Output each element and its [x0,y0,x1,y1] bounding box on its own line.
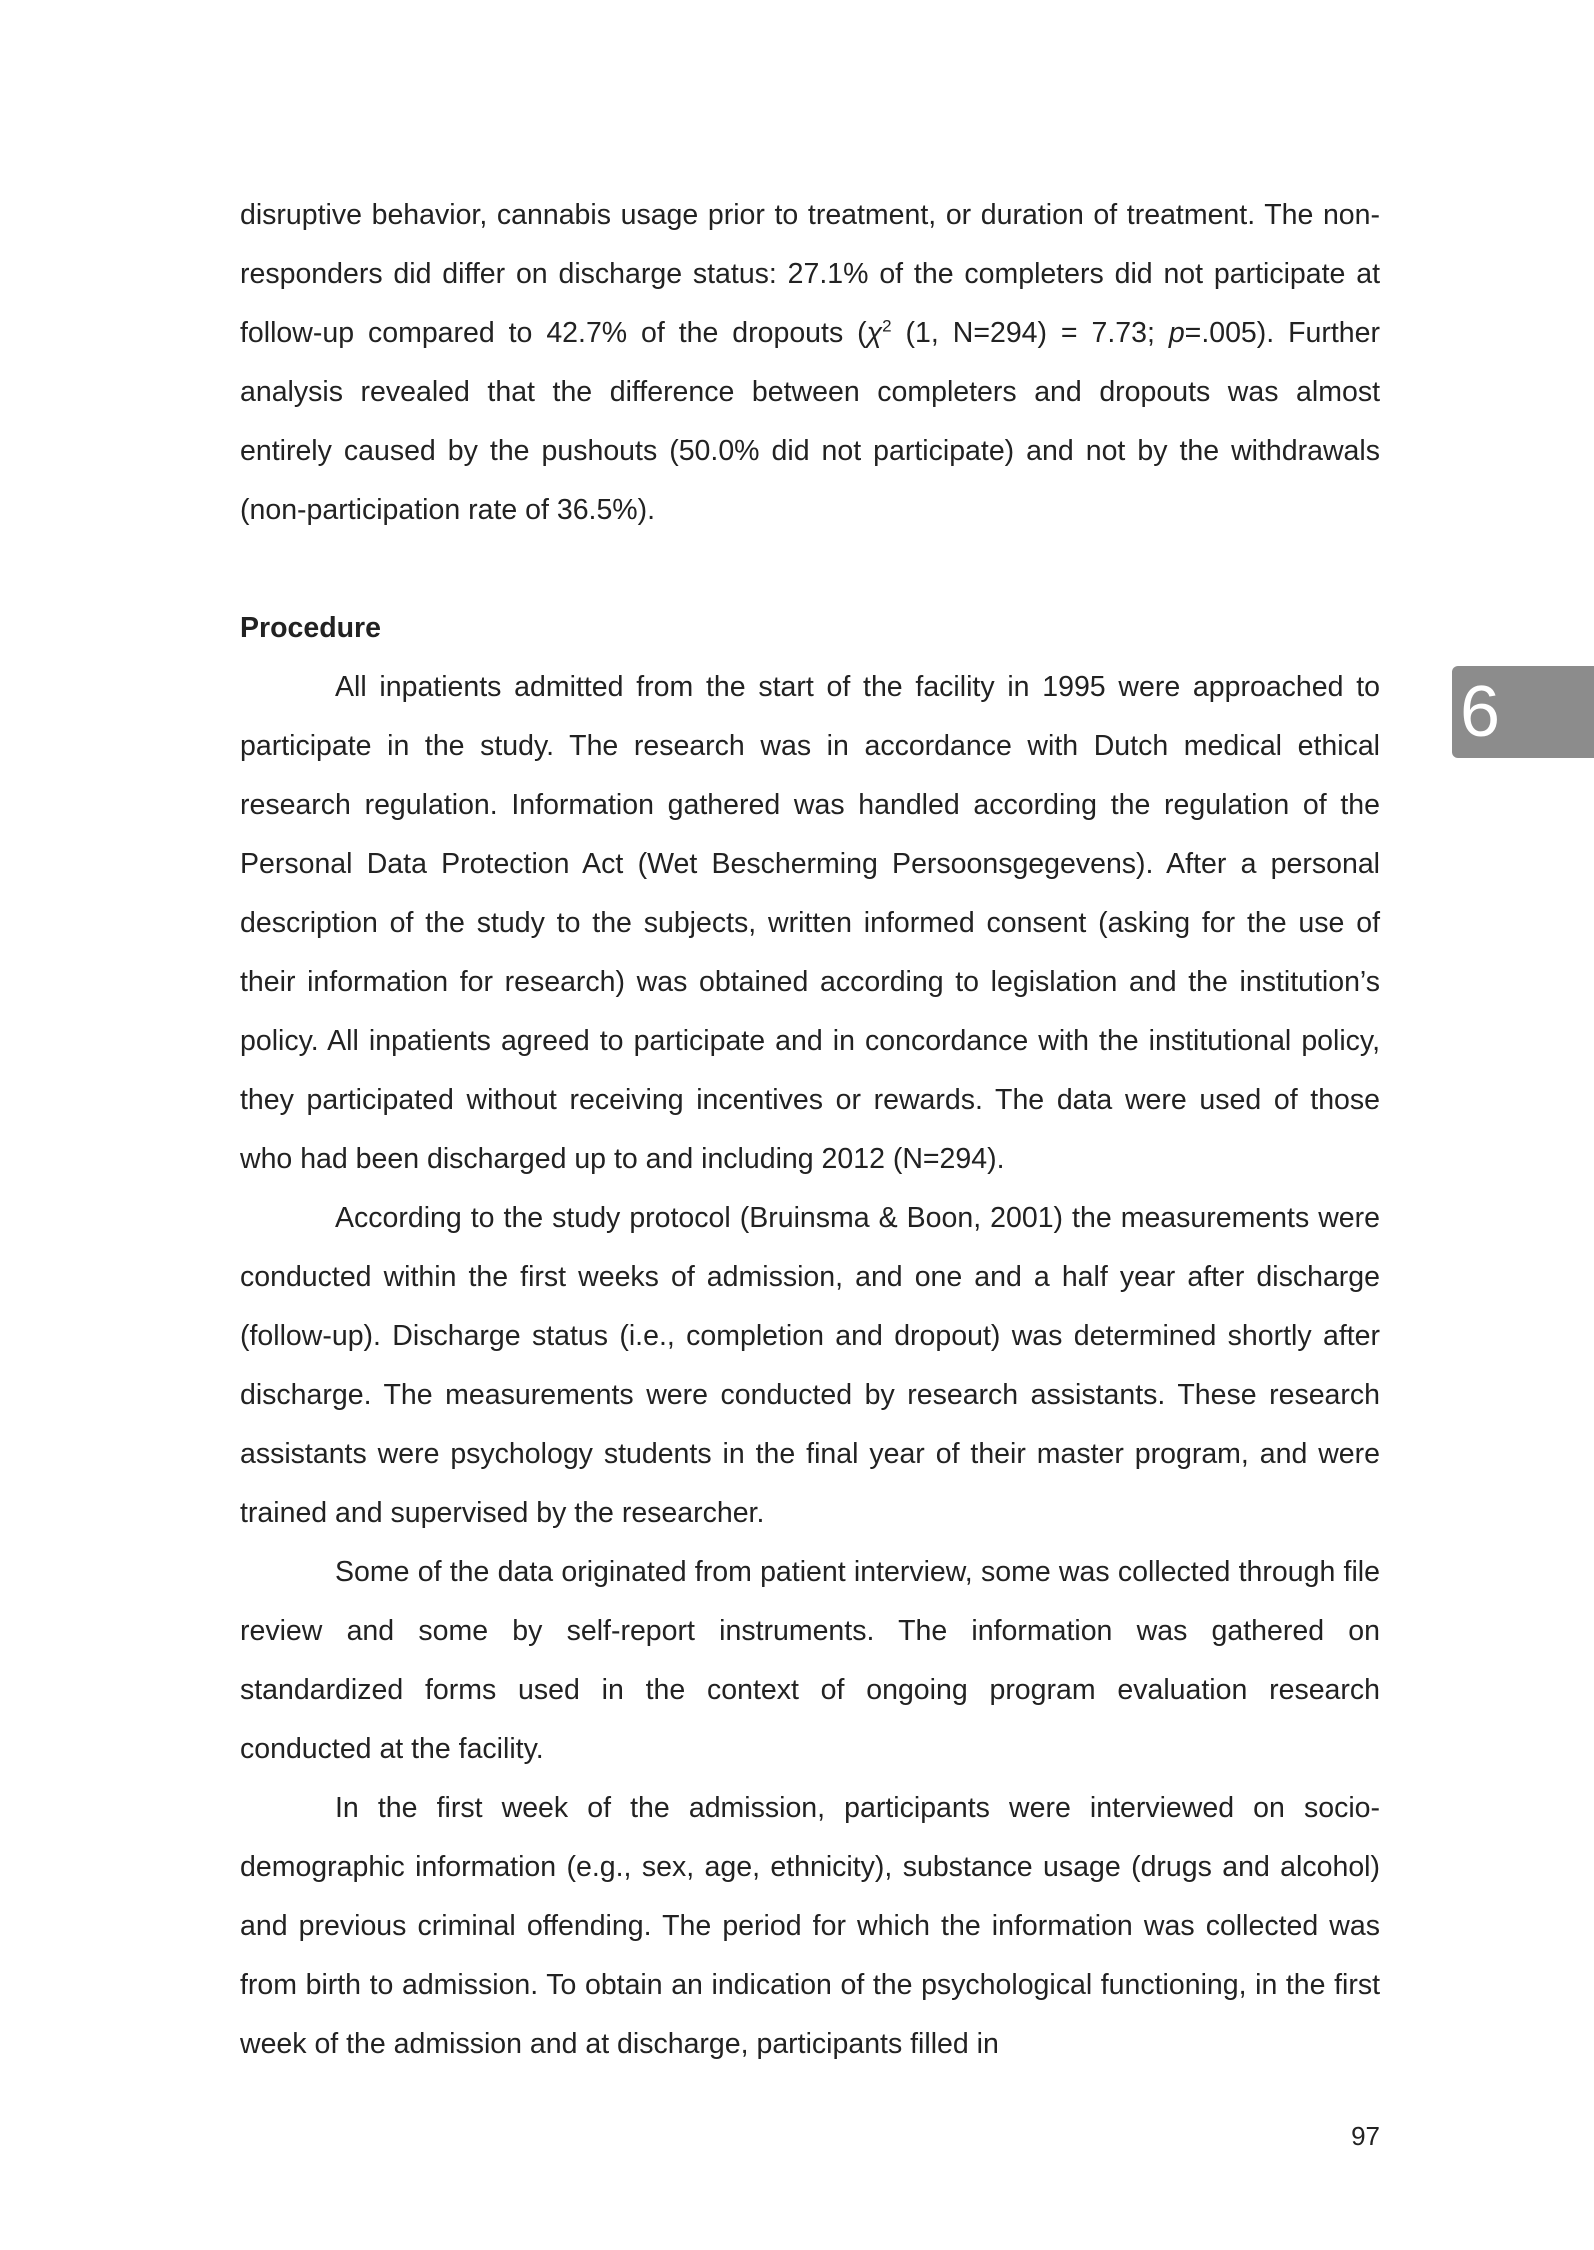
p-value-symbol: p [1168,317,1185,349]
chapter-tab [1452,666,1594,758]
page-number: 97 [1351,2121,1380,2151]
paragraph-study-protocol: According to the study protocol (Bruinsma & Boon, 2001) the measurements were conducted within the first weeks of admission, and one and a half year after discharge (follow-up). Discharge status (i.e., completion and dropout) was determined shortly after discharge. The measurements were conducted by research assistants. These research assistants were psychology students in the final year of their master program, and were trained and supervised by the researcher. [240,1202,1380,1529]
paragraph-first-week-interview: In the first week of the admission, participants were interviewed on socio-demographic information (e.g., sex, age, ethnicity), substance usage (drugs and alcohol) and previous criminal offending. The period for which the information was collected was from birth to admission. To obtain an indication of the psychological functioning, in the first week of the admission and at discharge, participants filled in [240,1792,1380,2060]
paragraph-text: disruptive behavior, cannabis usage prior to treatment, or duration of treatment. The non-responders did differ on discharge status: 27.1% of the completers did not participate at follow-up compared to 42.7% of the dropouts ( [240,199,1380,349]
paragraph-nonresponders [240,186,1380,540]
paragraph-procedure-consent: All inpatients admitted from the start of the facility in 1995 were approached to participate in the study. The research was in accordance with Dutch medical ethical research regulation. Information gathered was handled according the regulation of the Personal Data Protection Act (Wet Bescherming Persoonsgegevens). After a personal description of the study to the subjects, written informed consent (asking for the use of their information for research) was obtained according to legislation and the institution’s policy. All inpatients agreed to participate and in concordance with the institutional policy, they participated without receiving incentives or rewards. The data were used of those who had been discharged up to and including 2012 (N=294). [240,671,1380,1175]
paragraph-data-sources: Some of the data originated from patient interview, some was collected through file review and some by self-report instruments. The information was gathered on standardized forms used in the context of ongoing program evaluation research conducted at the facility. [240,1556,1380,1765]
chi-superscript: 2 [882,316,892,336]
body-text [240,186,1380,2074]
paragraph-text: (1, N=294) = 7.73; [891,317,1169,349]
chapter-number: 6 [1459,672,1500,752]
chi-symbol: χ [866,317,883,349]
section-spacer [240,540,1380,599]
section-heading: Procedure [240,612,381,644]
paragraph-text: =.005). Further analysis revealed that the difference between completers and dropouts was almost entirely caused by the pushouts (50.0% did not participate) and not by the withdrawals (non-participation rate of 36.5%). [240,317,1380,526]
